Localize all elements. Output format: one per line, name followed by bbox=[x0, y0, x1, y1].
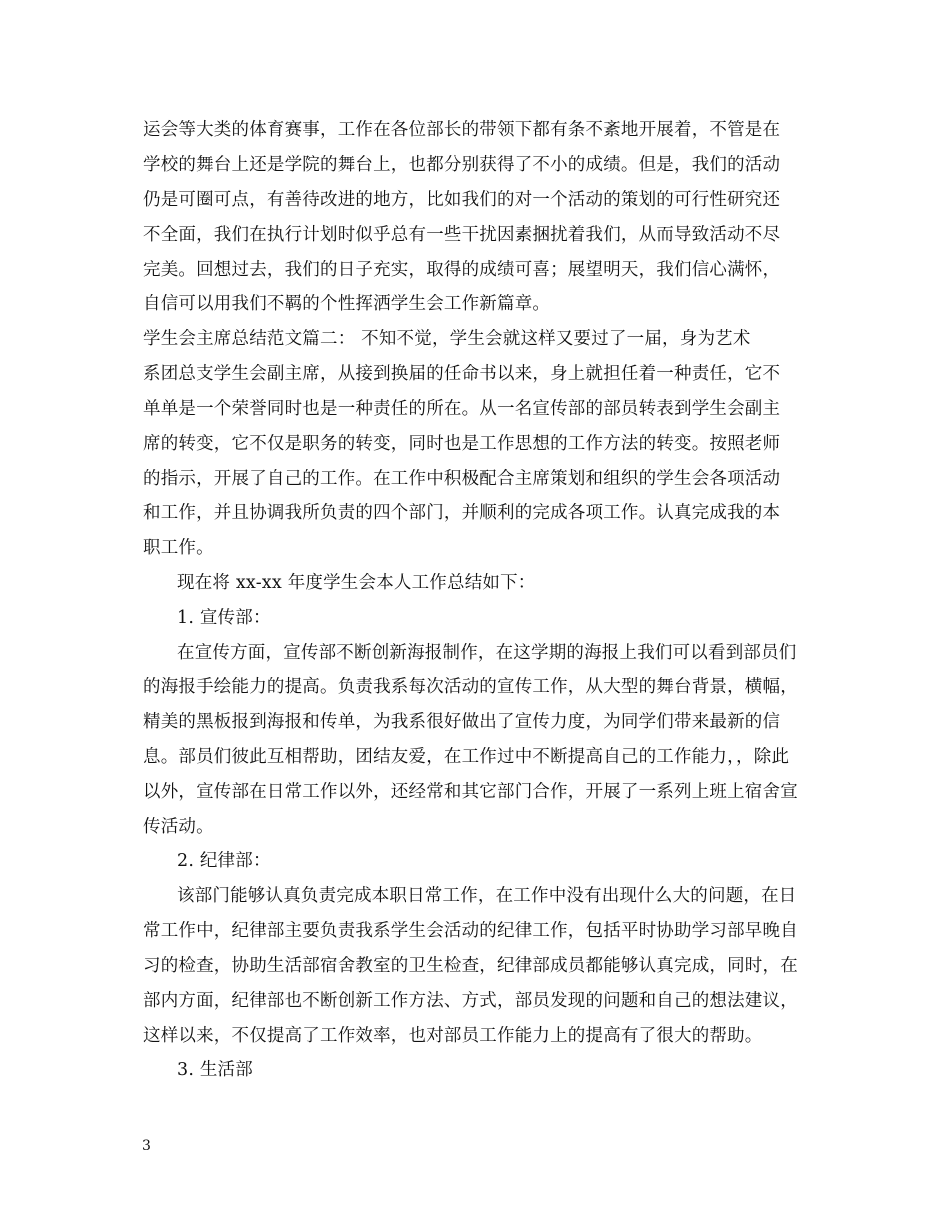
list-heading: 2. 纪律部： bbox=[177, 851, 271, 871]
text-line: 仍是可圈可点，有善待改进的地方，比如我们的对一个活动的策划的可行性研究还 bbox=[143, 190, 781, 210]
list-heading: 3. 生活部 bbox=[177, 1060, 253, 1080]
text-line: 息。部员们彼此互相帮助，团结友爱，在工作过中不断提高自己的工作能力，，除此 bbox=[143, 747, 790, 767]
text-line: 习的检查，协助生活部宿舍教室的卫生检查，纪律部成员都能够认真完成，同时，在 bbox=[143, 956, 798, 976]
text-line: 和工作，并且协调我所负责的四个部门，并顺利的完成各项工作。认真完成我的本 bbox=[143, 503, 781, 523]
text-line: 现在将 xx-xx 年度学生会本人工作总结如下： bbox=[177, 573, 536, 593]
text-line: 不全面，我们在执行计划时似乎总有一些干扰因素捆扰着我们，从而导致活动不尽 bbox=[143, 225, 781, 245]
list-heading: 1. 宣传部： bbox=[177, 608, 271, 628]
section-heading-line: 学生会主席总结范文篇二： 不知不觉，学生会就这样又要过了一届，身为艺术 bbox=[143, 329, 751, 349]
text-line: 传活动。 bbox=[143, 817, 214, 837]
text-line: 系团总支学生会副主席，从接到换届的任命书以来，身上就担任着一种责任，它不 bbox=[143, 364, 781, 384]
text-line: 精美的黑板报到海报和传单，为我系很好做出了宣传力度，为同学们带来最新的信 bbox=[143, 712, 781, 732]
text-line: 以外，宣传部在日常工作以外，还经常和其它部门合作，开展了一系列上班上宿舍宣 bbox=[143, 782, 798, 802]
text-line: 这样以来，不仅提高了工作效率，也对部员工作能力上的提高有了很大的帮助。 bbox=[143, 1026, 763, 1046]
text-line: 的指示，开展了自己的工作。在工作中积极配合主席策划和组织的学生会各项活动 bbox=[143, 469, 781, 489]
text-line: 在宣传方面，宣传部不断创新海报制作，在这学期的海报上我们可以看到部员们 bbox=[177, 643, 797, 663]
text-line: 单单是一个荣誉同时也是一种责任的所在。从一名宣传部的部员转表到学生会副主 bbox=[143, 399, 781, 419]
text-line: 席的转变，它不仅是职务的转变，同时也是工作思想的工作方法的转变。按照老师 bbox=[143, 434, 781, 454]
text-line: 职工作。 bbox=[143, 538, 214, 558]
text-line: 常工作中，纪律部主要负责我系学生会活动的纪律工作，包括平时协助学习部早晚自 bbox=[143, 921, 798, 941]
text-line: 的海报手绘能力的提高。负责我系每次活动的宣传工作，从大型的舞台背景，横幅， bbox=[143, 677, 798, 697]
text-line: 自信可以用我们不羁的个性挥洒学生会工作新篇章。 bbox=[143, 294, 551, 314]
text-line: 学校的舞台上还是学院的舞台上，也都分别获得了不小的成绩。但是，我们的活动 bbox=[143, 155, 781, 175]
text-line: 部内方面，纪律部也不断创新工作方法、方式，部员发现的问题和自己的想法建议， bbox=[143, 991, 798, 1011]
text-line: 运会等大类的体育赛事，工作在各位部长的带领下都有条不紊地开展着，不管是在 bbox=[143, 120, 781, 140]
text-line: 完美。回想过去，我们的日子充实，取得的成绩可喜；展望明天，我们信心满怀， bbox=[143, 260, 781, 280]
page-number: 3 bbox=[142, 1138, 151, 1154]
text-line: 该部门能够认真负责完成本职日常工作，在工作中没有出现什么大的问题，在日 bbox=[177, 886, 797, 906]
